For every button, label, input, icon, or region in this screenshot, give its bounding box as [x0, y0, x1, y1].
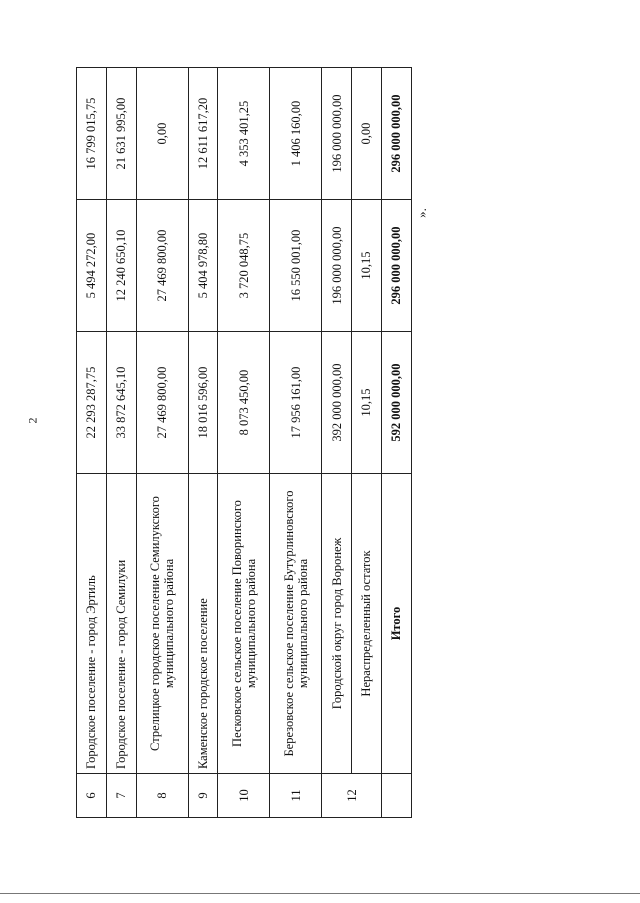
municipality-name: Песковское сельское поселение Поворинского муниципального района — [218, 474, 270, 774]
amount-remainder-cell: 12 611 617,20 — [188, 68, 218, 200]
closing-quote-mark: ». — [413, 208, 429, 218]
municipality-name: Березовское сельское поселение Бутурлиновского муниципального района — [270, 474, 322, 774]
municipality-name: Городское поселение - город Семилуки — [106, 474, 136, 774]
row-number: 12 — [322, 774, 382, 818]
row-number: 10 — [218, 774, 270, 818]
amount-remainder-cell: 1 406 160,00 — [270, 68, 322, 200]
table-row — [136, 68, 188, 818]
row-number: 11 — [270, 774, 322, 818]
amount-remainder-cell: 0,00 — [352, 68, 382, 200]
page-bottom-edge — [0, 893, 640, 894]
municipality-name: Стрелицкое городское поселение Семилукского муниципального района — [136, 474, 188, 774]
amount-total-cell: 8 073 450,00 — [218, 332, 270, 474]
row-number: 6 — [77, 774, 107, 818]
amount-remainder-cell: 4 353 401,25 — [218, 68, 270, 200]
row-number: 8 — [136, 774, 188, 818]
amount-part-cell: 5 404 978,80 — [188, 200, 218, 332]
amount-part-cell: 196 000 000,00 — [322, 200, 352, 332]
amount-part-cell: 12 240 650,10 — [106, 200, 136, 332]
amount-part-cell: 16 550 001,00 — [270, 200, 322, 332]
municipality-name: Каменское городское поселение — [188, 474, 218, 774]
table-row — [270, 68, 322, 818]
amount-total-cell: 17 956 161,00 — [270, 332, 322, 474]
amount-total-cell: 33 872 645,10 — [106, 332, 136, 474]
distribution-table — [76, 67, 412, 818]
total-amount-cell: 592 000 000,00 — [382, 332, 412, 474]
amount-remainder-cell: 0,00 — [136, 68, 188, 200]
page-number: 2 — [25, 417, 40, 424]
total-remainder-cell: 296 000 000,00 — [382, 68, 412, 200]
amount-total-cell: 27 469 800,00 — [136, 332, 188, 474]
table-row — [322, 68, 352, 818]
table-row — [218, 68, 270, 818]
total-row-number-blank — [382, 774, 412, 818]
unallocated-label: Нераспределенный остаток — [352, 474, 382, 774]
table-row — [188, 68, 218, 818]
municipality-name: Городской округ город Воронеж — [322, 474, 352, 774]
total-label: Итого — [382, 474, 412, 774]
amount-part-cell: 27 469 800,00 — [136, 200, 188, 332]
total-part-cell: 296 000 000,00 — [382, 200, 412, 332]
row-number: 7 — [106, 774, 136, 818]
amount-total-cell: 10,15 — [352, 332, 382, 474]
table-row — [106, 68, 136, 818]
amount-total-cell: 18 016 596,00 — [188, 332, 218, 474]
amount-part-cell: 10,15 — [352, 200, 382, 332]
amount-part-cell: 5 494 272,00 — [77, 200, 107, 332]
amount-total-cell: 392 000 000,00 — [322, 332, 352, 474]
total-row — [382, 68, 412, 818]
amount-remainder-cell: 16 799 015,75 — [77, 68, 107, 200]
amount-remainder-cell: 21 631 995,00 — [106, 68, 136, 200]
municipality-name: Городское поселение - город Эртиль — [77, 474, 107, 774]
amount-remainder-cell: 196 000 000,00 — [322, 68, 352, 200]
distribution-table-container — [76, 68, 412, 818]
table-row — [77, 68, 107, 818]
amount-part-cell: 3 720 048,75 — [218, 200, 270, 332]
row-number: 9 — [188, 774, 218, 818]
unallocated-row — [352, 68, 382, 818]
amount-total-cell: 22 293 287,75 — [77, 332, 107, 474]
